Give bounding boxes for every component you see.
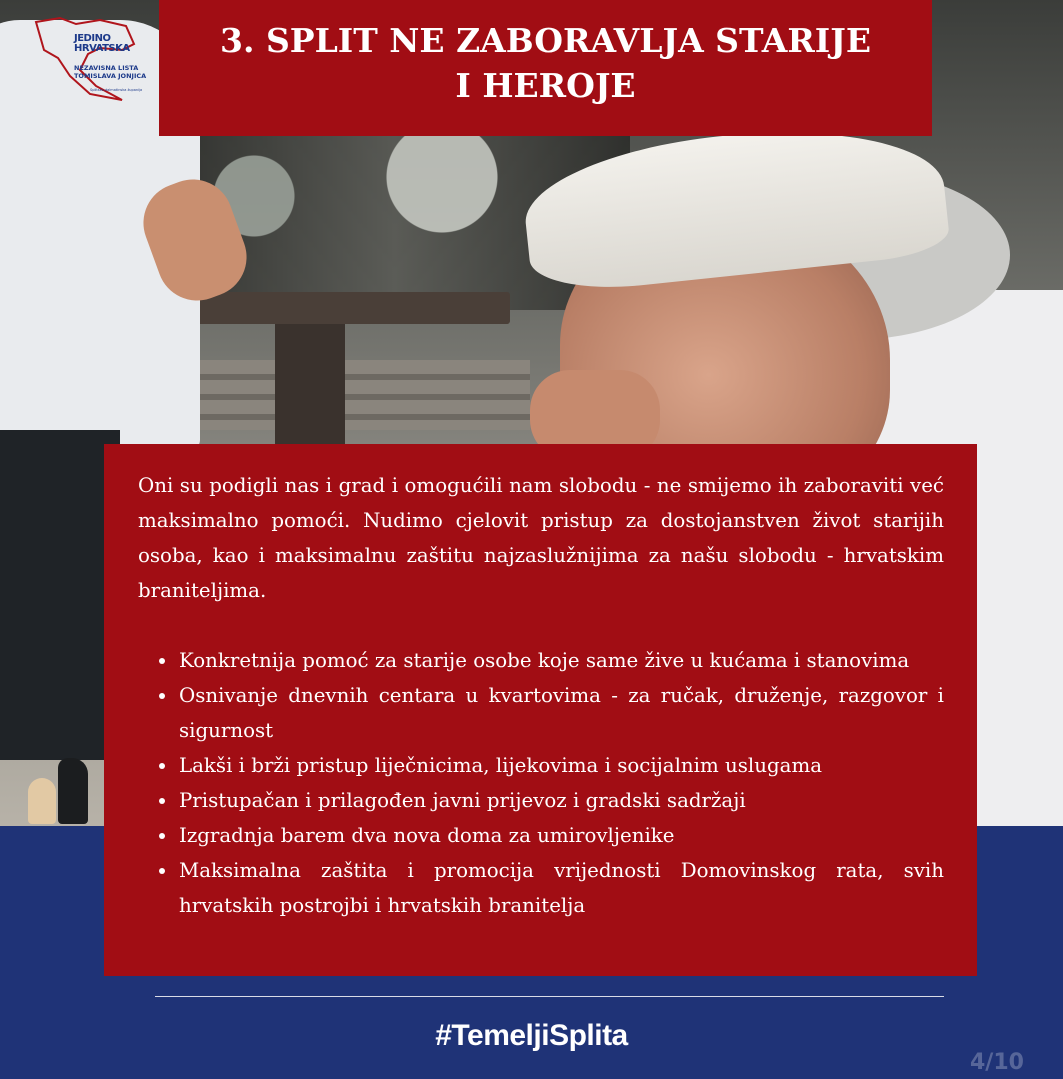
list-item: Pristupačan i prilagođen javni prijevoz i gradski sadržaji (138, 783, 944, 818)
list-item: Lakši i brži pristup liječnicima, lijekovima i socijalnim uslugama (138, 748, 944, 783)
page-title (159, 0, 932, 136)
list-item: Osnivanje dnevnih centara u kvartovima - za ručak, druženje, razgovor i sigurnost (138, 678, 944, 748)
party-logo (30, 14, 160, 104)
logo-region: Splitsko-dalmatinska županija (90, 88, 143, 92)
list-item: Konkretnija pomoć za starije osobe koje same žive u kućama i stanovima (138, 643, 944, 678)
title-line-1: 3. SPLIT NE ZABORAVLJA STARIJE (220, 21, 871, 60)
divider (155, 996, 944, 997)
logo-wordmark: JEDINO HRVATSKA (74, 33, 130, 54)
table-leg (275, 320, 345, 450)
hashtag: #TemeljiSplita (435, 1019, 628, 1052)
person-left-pants (0, 430, 120, 760)
list-item: Maksimalna zaštita i promocija vrijednosti Domovinskog rata, svih hrvatskih postrojbi i hrvatskih branitelja (138, 853, 944, 923)
intro-paragraph: Oni su podigli nas i grad i omogućili nam slobodu - ne smijemo ih zaboraviti već maksimalno pomoći. Nudimo cjelovit pristup za dostojanstven život starijih osoba, kao i maksimalnu zaštitu najzaslužnijima za našu slobodu - hrvatskim braniteljima. (138, 474, 944, 602)
chess-piece-black (58, 758, 88, 824)
page-indicator: 4/10 (970, 1050, 1024, 1075)
logo-subtitle: NEZAVISNA LISTA TOMISLAVA JONJICA (74, 64, 147, 80)
chess-piece-white (28, 778, 56, 824)
title-line-2: I HEROJE (455, 66, 636, 105)
bullet-list (138, 643, 944, 923)
content-panel (104, 444, 977, 976)
list-item: Izgradnja barem dva nova doma za umirovljenike (138, 818, 944, 853)
